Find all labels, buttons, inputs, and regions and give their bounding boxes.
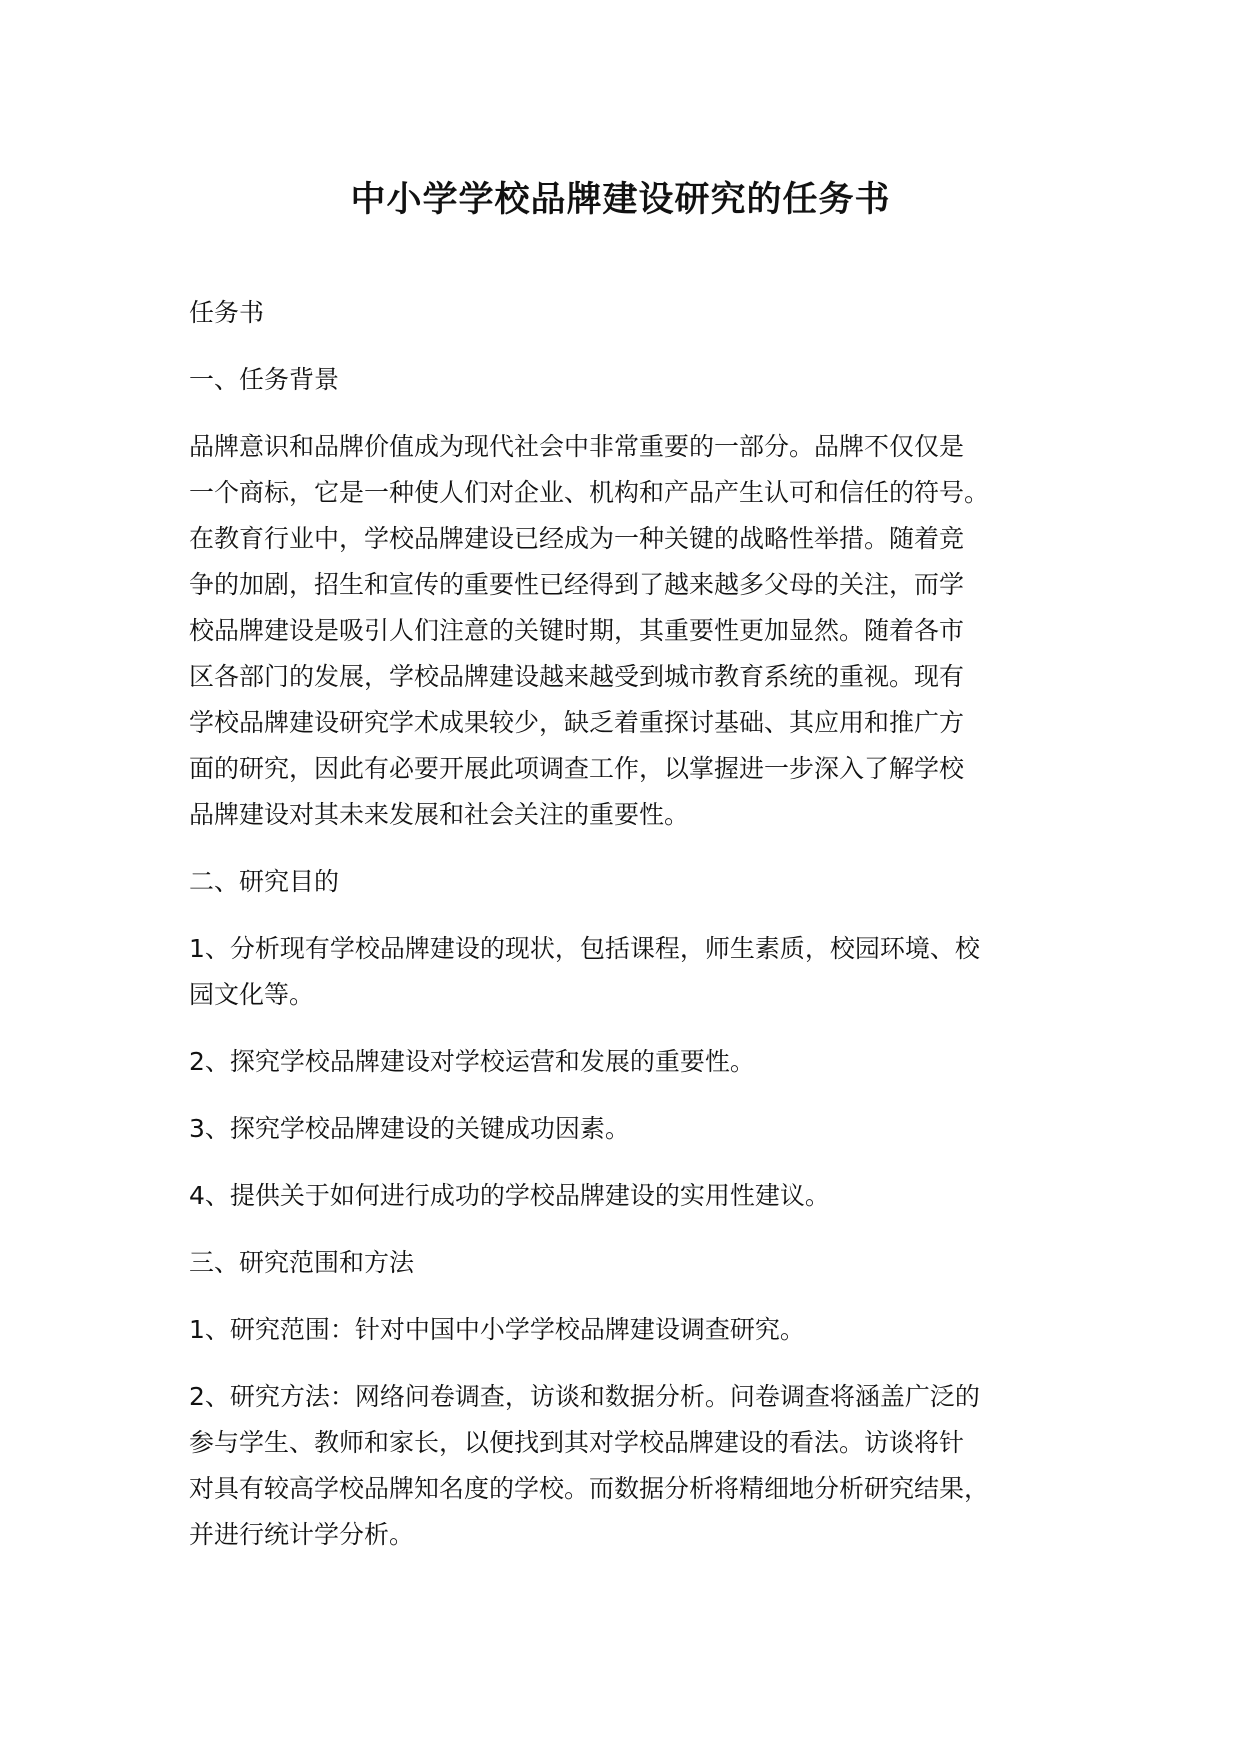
methods-item-2 bbox=[189, 1374, 1089, 1558]
paragraph-line: 园文化等。 bbox=[189, 980, 315, 1009]
paragraph-line: 2、研究方法：网络问卷调查，访谈和数据分析。问卷调查将涵盖广泛的 bbox=[189, 1382, 980, 1411]
paragraph-line: 1、分析现有学校品牌建设的现状，包括课程，师生素质，校园环境、校 bbox=[189, 934, 980, 963]
paragraph-line: 争的加剧，招生和宣传的重要性已经得到了越来越多父母的关注，而学 bbox=[189, 570, 965, 599]
objective-item-3: 3、探究学校品牌建设的关键成功因素。 bbox=[189, 1114, 630, 1143]
scope-item-1: 1、研究范围：针对中国中小学学校品牌建设调查研究。 bbox=[189, 1315, 805, 1344]
section-heading-scope-methods: 三、研究范围和方法 bbox=[189, 1248, 415, 1277]
paragraph-line: 参与学生、教师和家长，以便找到其对学校品牌建设的看法。访谈将针 bbox=[189, 1428, 965, 1457]
document-label: 任务书 bbox=[189, 298, 265, 327]
objective-item-4: 4、提供关于如何进行成功的学校品牌建设的实用性建议。 bbox=[189, 1181, 830, 1210]
document-title: 中小学学校品牌建设研究的任务书 bbox=[350, 180, 891, 220]
paragraph-line: 在教育行业中，学校品牌建设已经成为一种关键的战略性举措。随着竞 bbox=[189, 524, 965, 553]
paragraph-line: 学校品牌建设研究学术成果较少，缺乏着重探讨基础、其应用和推广方 bbox=[189, 708, 965, 737]
background-paragraph bbox=[189, 424, 1089, 838]
document-body bbox=[189, 290, 1089, 1579]
paragraph-line: 品牌建设对其未来发展和社会关注的重要性。 bbox=[189, 800, 690, 829]
paragraph-line: 一个商标，它是一种使人们对企业、机构和产品产生认可和信任的符号。 bbox=[189, 478, 990, 507]
paragraph-line: 面的研究，因此有必要开展此项调查工作，以掌握进一步深入了解学校 bbox=[189, 754, 965, 783]
paragraph-line: 品牌意识和品牌价值成为现代社会中非常重要的一部分。品牌不仅仅是 bbox=[189, 432, 965, 461]
paragraph-line: 并进行统计学分析。 bbox=[189, 1520, 415, 1549]
paragraph-line: 对具有较高学校品牌知名度的学校。而数据分析将精细地分析研究结果， bbox=[189, 1474, 990, 1503]
paragraph-line: 校品牌建设是吸引人们注意的关键时期，其重要性更加显然。随着各市 bbox=[189, 616, 965, 645]
objective-item-1 bbox=[189, 926, 1089, 1018]
objective-item-2: 2、探究学校品牌建设对学校运营和发展的重要性。 bbox=[189, 1047, 755, 1076]
section-heading-background: 一、任务背景 bbox=[189, 365, 340, 394]
paragraph-line: 区各部门的发展，学校品牌建设越来越受到城市教育系统的重视。现有 bbox=[189, 662, 965, 691]
section-heading-objectives: 二、研究目的 bbox=[189, 867, 340, 896]
